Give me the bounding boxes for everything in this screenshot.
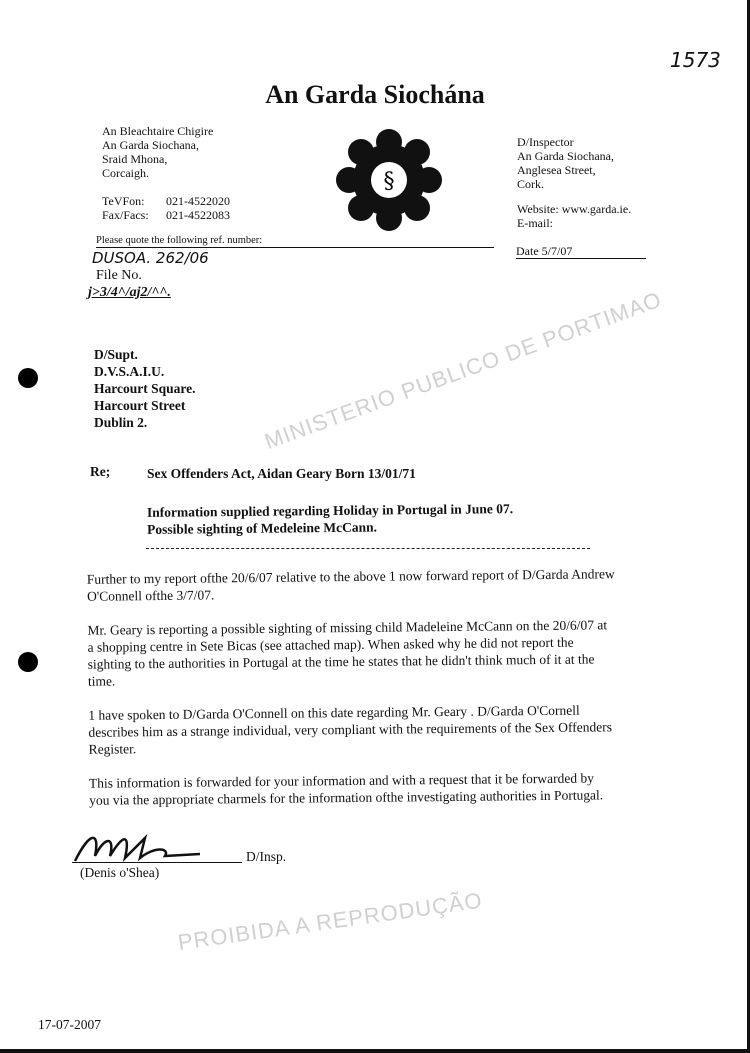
paragraph: 1 have spoken to D/Garda O'Connell on this date regarding Mr. Geary . D/Garda O'Cornell describes him as a strange individual, very compliant with the requirements of the Sex Offenders Register. [88, 702, 612, 757]
footer-date: 17-07-2007 [38, 1017, 101, 1032]
recipient-line: Dublin 2. [94, 415, 148, 430]
fax-label: Fax/Facs: [102, 208, 149, 222]
address-line: An Garda Siochana, [517, 149, 614, 163]
website: Website: www.garda.ie. [517, 202, 632, 216]
recipient-line: D/Supt. [94, 347, 138, 362]
address-line: An Bleachtaire Chigire [102, 124, 214, 138]
letter-date: Date 5/7/07 [516, 244, 646, 259]
address-line: Cork. [517, 177, 544, 191]
right-address [517, 135, 631, 230]
paragraph: Mr. Geary is reporting a possible sighting of missing child Madeleine McCann on the 20/6/07 at a shopping centre in Sete Bicas (see attached map). When asked why he did not report the sighting to the authorities in Portugal at the time he states that he didn't think much of it at the time. [87, 617, 608, 689]
file-no-label: File No. [96, 268, 142, 283]
paragraph: Further to my report ofthe 20/6/07 relative to the above 1 now forward report of D/Garda Andrew O'Connell ofthe 3/7/07. [86, 566, 615, 604]
ref-number-handwritten: DUSOA. 262/06 [92, 249, 209, 267]
signatory-name: (Denis o'Shea) [80, 865, 160, 880]
fax: 021-4522083 [166, 208, 230, 222]
subject [147, 500, 514, 538]
signatory-title: D/Insp. [246, 849, 287, 864]
address-line: Corcaigh. [102, 166, 149, 180]
address-line: Anglesea Street, [517, 163, 596, 177]
phone-label: TeVFon: [102, 194, 145, 208]
watermark: MINISTERIO PUBLICO DE PORTIMAO [261, 286, 666, 455]
recipient-line: Harcourt Square. [94, 381, 196, 396]
watermark: PROIBIDA A REPRODUÇÃO [176, 887, 484, 956]
address-line: An Garda Siochana, [102, 138, 199, 152]
email-label: E-mail: [517, 216, 553, 230]
svg-text:§: § [383, 169, 395, 194]
paragraph: This information is forwarded for your information and with a request that it be forwarded by you via the appropriate charmels for the information ofthe investigating authorities in Portugal. [88, 770, 604, 808]
letter-body [87, 565, 617, 809]
ref-prompt: Please quote the following ref. number: [96, 234, 494, 248]
left-address [102, 124, 230, 222]
re-line: Sex Offenders Act, Aidan Geary Born 13/01/71 [147, 466, 416, 481]
file-code: j>3/4^/aj2/^^. [88, 285, 171, 300]
garda-crest-logo [333, 128, 445, 232]
subject-line: Possible sighting of Medeleine McCann. [147, 519, 378, 537]
address-line: Sraid Mhona, [102, 152, 168, 166]
subject-line: Information supplied regarding Holiday in Portugal in June 07. [146, 501, 514, 520]
page-number: 1573 [670, 48, 721, 72]
divider [146, 548, 590, 549]
recipient-line: D.V.S.A.I.U. [94, 364, 165, 379]
phone: 021-4522020 [166, 194, 230, 208]
punch-hole [18, 652, 38, 672]
address-line: D/Inspector [517, 135, 574, 149]
letterhead-title: An Garda Siochána [265, 80, 485, 109]
recipient-address [94, 346, 196, 431]
re-label: Re; [90, 464, 111, 479]
scan-edge-bottom [0, 1049, 750, 1053]
signature-line [72, 848, 242, 863]
recipient-line: Harcourt Street [94, 398, 186, 413]
punch-hole [18, 368, 38, 388]
